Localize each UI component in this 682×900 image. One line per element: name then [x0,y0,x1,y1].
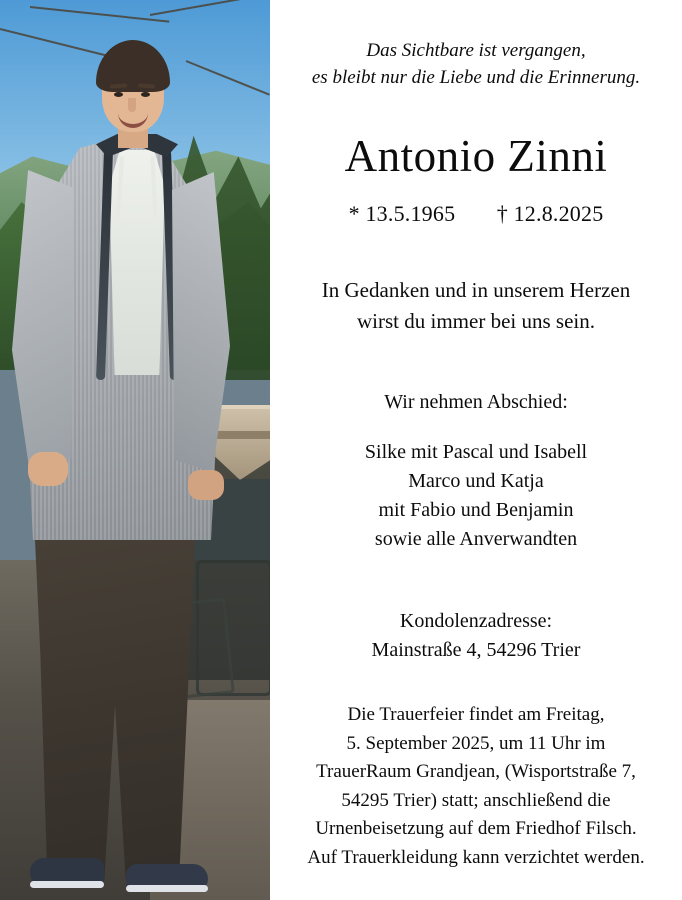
right-shoe-sole [126,885,208,892]
left-hand [28,452,68,486]
condolence-block [296,607,656,665]
left-eye [114,92,123,97]
right-hand [188,470,224,500]
verse-line-1: In Gedanken und in unserem Herzen [321,277,631,302]
birth-date: 13.5.1965 [365,200,456,226]
person-figure [0,0,270,900]
motto-line-2: es bleibt nur die Liebe und die Erinnerung. [311,66,641,88]
right-sleeve [172,172,230,472]
condolence-heading: Kondolenzadresse: [399,610,553,633]
left-shoe-sole [30,881,104,888]
family-line-4: sowie alle Anverwandten [374,527,578,550]
death-date: 12.8.2025 [513,200,604,226]
motto-line-1: Das Sichtbare ist vergangen, [366,40,586,61]
family-line-2: Marco und Katja [408,470,544,493]
life-dates [296,201,656,227]
family-line-3: mit Fabio und Benjamin [378,498,574,521]
left-sleeve [12,170,74,470]
ceremony-line-5: Urnenbeisetzung auf dem Friedhof Filsch. [315,818,637,840]
right-eye [141,92,150,97]
death-symbol: † [496,200,508,226]
nose [128,98,136,112]
farewell-heading: Wir nehmen Abschied: [384,391,568,414]
ceremony-line-4: 54295 Trier) statt; anschließend die [341,789,611,811]
trousers [26,500,204,880]
family-line-1: Silke mit Pascal und Isabell [364,441,588,464]
condolence-address: Mainstraße 4, 54296 Trier [371,639,581,662]
ceremony-line-3: TrauerRaum Grandjean, (Wisportstraße 7, [316,761,636,783]
birth-symbol: * [348,200,360,226]
ceremony-line-2: 5. September 2025, um 11 Uhr im [346,732,606,754]
jacket-opening [104,150,170,375]
family-list [296,438,656,553]
portrait-photo [0,0,270,900]
photo-scene [0,0,270,900]
verse-line-2: wirst du immer bei uns sein. [357,308,595,333]
motto [296,38,656,92]
ceremony-line-6: Auf Trauerkleidung kann verzichtet werden. [307,846,645,868]
obituary-text [270,0,682,900]
hair [96,40,170,92]
ceremony-line-1: Die Trauerfeier findet am Freitag, [347,704,605,726]
deceased-name: Antonio Zinni [344,130,608,181]
memorial-verse [296,275,656,336]
ceremony-details [296,701,656,872]
